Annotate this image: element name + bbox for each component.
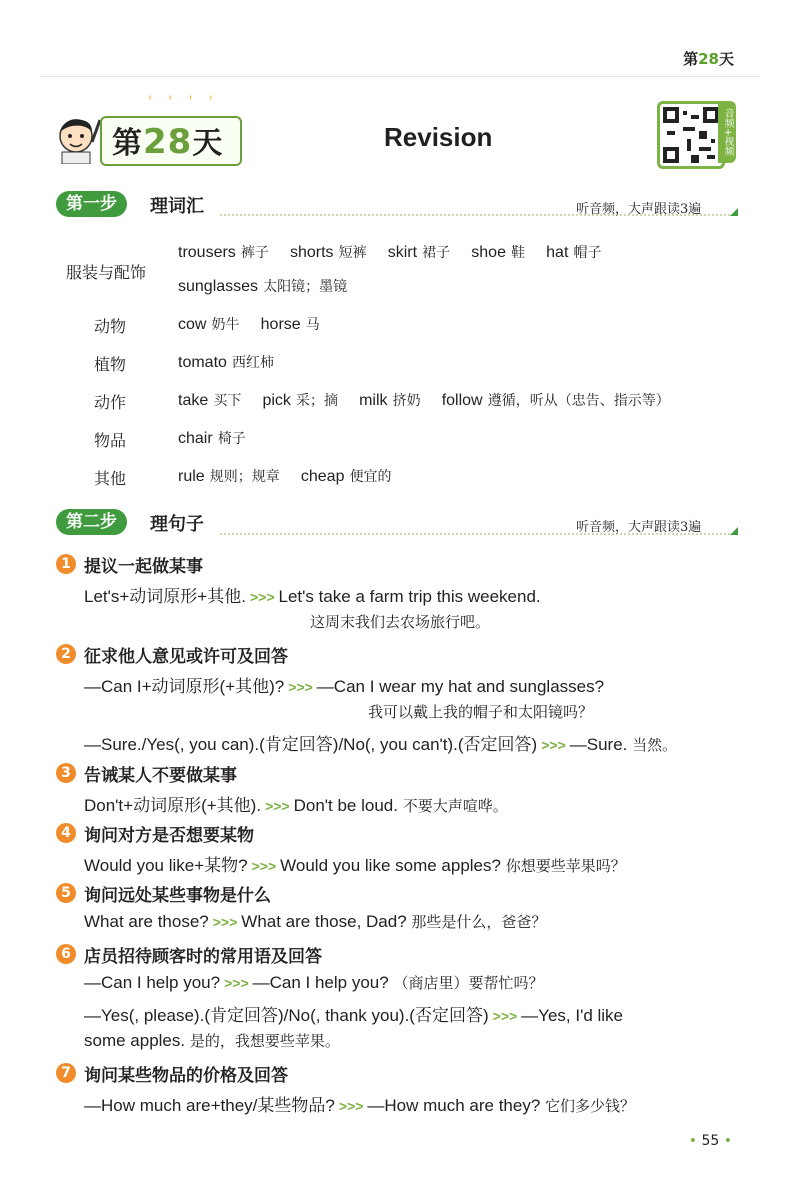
vocab-line: tomato 西红柿 bbox=[178, 354, 275, 371]
vocab-line: take 买下 pick 采；摘 milk 挤奶 follow 遵循，听从（忠告、指示等） bbox=[178, 392, 670, 409]
arrow-icon: >>> bbox=[251, 858, 277, 874]
header-divider bbox=[40, 76, 760, 77]
qr-code-icon bbox=[663, 107, 719, 163]
sentence-number: 3 bbox=[56, 763, 76, 783]
vocab-line: rule 规则；规章 cheap 便宜的 bbox=[178, 468, 392, 485]
sentence-line: Don't+动词原形(+其他). >>> Don't be loud. 不要大声喧哗。 bbox=[84, 796, 508, 815]
sentence-number: 5 bbox=[56, 883, 76, 903]
arrow-icon: >>> bbox=[249, 589, 275, 605]
sentence-line: —Yes(, please).(肯定回答)/No(, thank you).(否定回答) >>> —Yes, I'd like bbox=[84, 1006, 624, 1025]
sentence-heading: 提议一起做某事 bbox=[84, 557, 203, 577]
sentence-heading: 询问远处某些事物是什么 bbox=[84, 886, 271, 906]
qr-label: 音频+视频 bbox=[718, 101, 736, 163]
sentence-translation: 这周末我们去农场旅行吧。 bbox=[310, 613, 491, 631]
sentence-line: —Can I+动词原形(+其他)? >>> —Can I wear my hat and sunglasses? bbox=[84, 677, 605, 696]
arrow-icon: >>> bbox=[265, 798, 290, 814]
sentence-line: —Can I help you? >>> —Can I help you? （商店里）要帮忙吗？ bbox=[84, 973, 544, 992]
sentence-line: What are those? >>> What are those, Dad? 那些是什么，爸爸？ bbox=[84, 912, 547, 931]
sentence-number: 6 bbox=[56, 944, 76, 964]
vocab-category: 植物 bbox=[94, 355, 127, 374]
step1-title: 理词汇 bbox=[150, 196, 204, 217]
sentence-heading: 告诫某人不要做某事 bbox=[84, 766, 237, 786]
running-header-day: 第28天 bbox=[683, 50, 734, 68]
step2-title: 理句子 bbox=[150, 514, 204, 535]
vocab-line: sunglasses 太阳镜；墨镜 bbox=[178, 278, 348, 295]
vocab-category: 物品 bbox=[94, 431, 127, 450]
step1-pill: 第一步 bbox=[56, 191, 127, 217]
sun-rays-icon: ' ' ' ' bbox=[148, 94, 219, 110]
vocab-category: 服装与配饰 bbox=[66, 263, 147, 282]
sentence-number: 7 bbox=[56, 1063, 76, 1083]
sentence-line: some apples. 是的，我想要些苹果。 bbox=[84, 1031, 340, 1050]
arrow-icon: >>> bbox=[224, 975, 249, 991]
vocab-category: 动物 bbox=[94, 317, 127, 336]
vocab-line: trousers 裤子 shorts 短裤 skirt 裙子 shoe 鞋 hat 帽子 bbox=[178, 244, 602, 261]
step1-note: 听音频，大声跟读3遍 bbox=[576, 202, 702, 217]
step1-corner-icon bbox=[730, 208, 738, 216]
sentence-heading: 店员招待顾客时的常用语及回答 bbox=[84, 947, 322, 967]
sentence-number: 1 bbox=[56, 554, 76, 574]
arrow-icon: >>> bbox=[212, 914, 238, 930]
vocab-line: chair 椅子 bbox=[178, 430, 246, 447]
page-number: • 55 • bbox=[688, 1133, 732, 1149]
arrow-icon: >>> bbox=[288, 679, 313, 695]
sentence-heading: 征求他人意见或许可及回答 bbox=[84, 647, 288, 667]
vocab-line: cow 奶牛 horse 马 bbox=[178, 316, 320, 333]
day-badge: ' ' ' ' 第28天 bbox=[56, 108, 240, 164]
step2-pill: 第二步 bbox=[56, 509, 127, 535]
arrow-icon: >>> bbox=[338, 1098, 364, 1114]
sentence-translation: 我可以戴上我的帽子和太阳镜吗？ bbox=[368, 703, 594, 721]
arrow-icon: >>> bbox=[541, 737, 566, 753]
sentence-number: 2 bbox=[56, 644, 76, 664]
sentence-heading: 询问某些物品的价格及回答 bbox=[84, 1066, 288, 1086]
vocab-category: 动作 bbox=[94, 393, 127, 412]
sentence-line: —Sure./Yes(, you can).(肯定回答)/No(, you can't).(否定回答) >>> —Sure. 当然。 bbox=[84, 735, 678, 754]
sentence-line: —How much are+they/某些物品? >>> —How much are they? 它们多少钱？ bbox=[84, 1096, 636, 1115]
arrow-icon: >>> bbox=[492, 1008, 518, 1024]
sentence-heading: 询问对方是否想要某物 bbox=[84, 826, 254, 846]
sentence-line: Let's+动词原形+其他. >>> Let's take a farm trip this weekend. bbox=[84, 587, 541, 606]
vocab-category: 其他 bbox=[94, 469, 127, 488]
sentence-line: Would you like+某物? >>> Would you like some apples? 你想要些苹果吗？ bbox=[84, 856, 626, 875]
page-title: Revision bbox=[384, 122, 493, 152]
sentence-number: 4 bbox=[56, 823, 76, 843]
step2-corner-icon bbox=[730, 527, 738, 535]
step2-note: 听音频，大声跟读3遍 bbox=[576, 520, 702, 535]
qr-code[interactable] bbox=[657, 101, 725, 169]
